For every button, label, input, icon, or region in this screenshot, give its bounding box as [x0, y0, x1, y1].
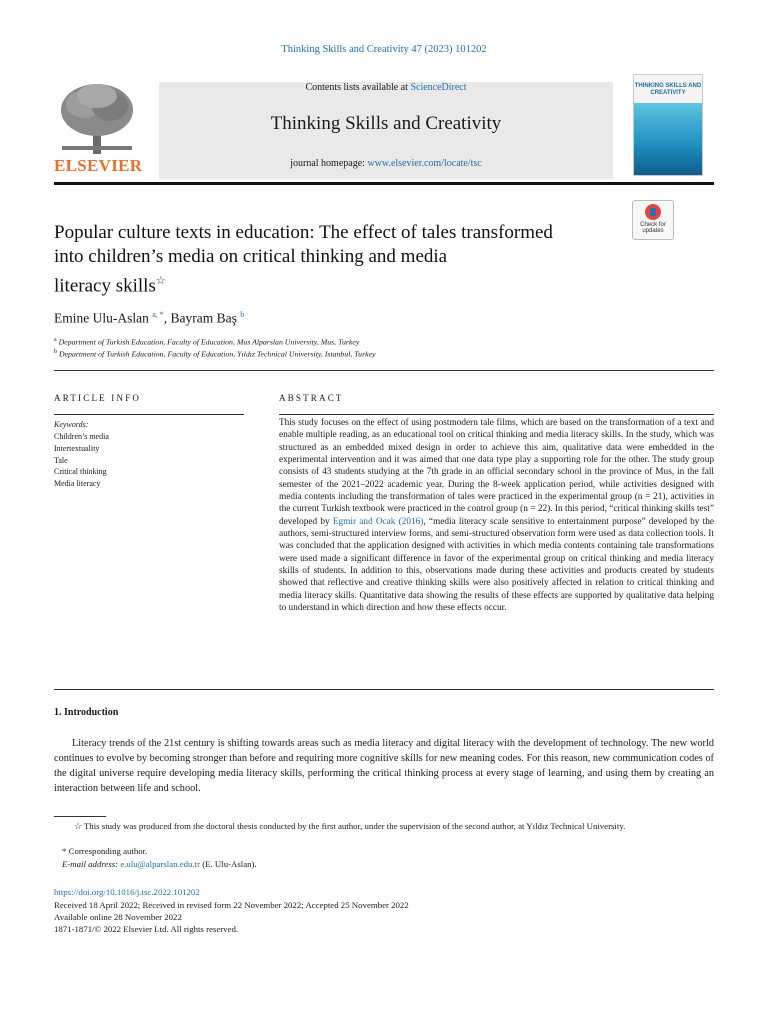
- crossmark-icon: [645, 204, 661, 220]
- keyword-item: Tale: [54, 456, 68, 465]
- doi-link[interactable]: https://doi.org/10.1016/j.tsc.2022.101202: [54, 887, 200, 897]
- affiliation-b-text: Department of Turkish Education, Faculty of Education, Yıldız Technical University, Istanbul, Turkey: [58, 349, 376, 359]
- article-info-heading: ARTICLE INFO: [54, 393, 142, 403]
- copyright: 1871-1871/© 2022 Elsevier Ltd. All rights reserved.: [54, 924, 239, 934]
- homepage-prefix: journal homepage:: [290, 158, 368, 169]
- author-1-affil-mark[interactable]: a, *: [152, 310, 164, 319]
- contents-line: [159, 82, 613, 93]
- title-line-3: literacy skills: [54, 275, 156, 297]
- title-footnote-mark[interactable]: ☆: [155, 275, 166, 287]
- email-suffix: (E. Ulu-Aslan).: [200, 859, 257, 869]
- footnote-rule: [54, 816, 106, 817]
- email-label: E-mail address:: [62, 859, 121, 869]
- header-divider: [54, 182, 714, 185]
- abstract-rule: [279, 414, 714, 415]
- introduction-heading: 1. Introduction: [54, 707, 119, 718]
- email-link[interactable]: e.ulu@alparslan.edu.tr: [120, 859, 200, 869]
- journal-reference[interactable]: Thinking Skills and Creativity 47 (2023) 101202: [281, 44, 487, 55]
- author-list: [54, 310, 244, 327]
- cover-title: THINKING SKILLS AND CREATIVITY: [634, 83, 702, 96]
- affiliation-a-text: Department of Turkish Education, Faculty of Education, Mus Alparslan University, Mus, Turkey: [58, 337, 360, 347]
- introduction-paragraph: Literacy trends of the 21st century is shifting towards areas such as media literacy and digital literacy with the development of technology. The new world continues to evolve by becoming stronger than before and requiring more cognitive skills for new meaning codes. For this reason, new communication codes of the digital universe require developing media literacy skills, performing the critical thinking process at every stage of learning, and using them by creating an interaction between life and school.: [54, 738, 714, 794]
- sciencedirect-link[interactable]: ScienceDirect: [410, 82, 467, 93]
- article-title: [54, 221, 624, 298]
- available-online: Available online 28 November 2022: [54, 912, 182, 922]
- journal-homepage-line: [159, 158, 613, 169]
- check-for-updates-button[interactable]: [632, 200, 674, 240]
- keywords-label: Keywords:: [54, 420, 89, 429]
- contents-prefix: Contents lists available at: [305, 82, 411, 93]
- received-dates: Received 18 April 2022; Received in revised form 22 November 2022; Accepted 25 November 2022: [54, 900, 409, 910]
- author-1[interactable]: Emine Ulu-Aslan: [54, 310, 149, 326]
- abstract-heading: ABSTRACT: [279, 393, 344, 403]
- author-separator: ,: [163, 310, 171, 326]
- abstract-end-divider: [54, 689, 714, 690]
- abstract-part-2: , “media literacy scale sensitive to entertainment purpose” developed by the authors, semi-structured interview forms, and semi-structured observation form were used as data collection tools. It was concluded that the application designed with activities in which media contents containing tale transformations were used made a significant difference in favor of the experimental group on critical thinking and media literacy skills of students. In addition to this, observations made during these activities and products created by students showed that reflective and creative thinking skills were also positively affected in relation to critical thinking and media literacy skills. Quantitative data showing the results of these effects are supported by qualitative data helping to understand in which direction and how these effects occur.: [279, 516, 714, 614]
- author-2[interactable]: Bayram Baş: [170, 310, 237, 326]
- keyword-item: Intertextuality: [54, 444, 100, 453]
- keyword-item: Children’s media: [54, 432, 109, 441]
- footnote-thesis: ☆ This study was produced from the doctoral thesis conducted by the first author, under the supervision of the second author, at Yıldız Technical University.: [74, 821, 626, 831]
- check-updates-label: Check for updates: [640, 222, 666, 234]
- affiliation-a: $^a$ Department of Turkish Education, Faculty of Education, Mus Alparslan University, Mus, Turkey: [54, 337, 360, 347]
- abstract-part-1: This study focuses on the effect of using postmodern tale films, which are based on the transformation of a text and enable multiple reading, as an educational tool on critical thinking and media literacy skills. In the study, which was structured as an embedded mixed design in order to achieve this aim, qualitative data were embedded in the experimental intervention and it was aimed that one data type play a supporting role for the other. The study group consists of 43 students studying at the 7th grade in an official secondary school in the province of Mus, in the fall semester of the 2021–2022 academic year. During the 8-week application period, while activities designed with media contents including the transformation of tales were practiced in the experimental group (n = 21), activities in the current Turkish textbook were practiced in the control group (n = 22). In this period, “critical thinking skills test” developed by: [279, 418, 714, 527]
- journal-cover-image[interactable]: [633, 74, 703, 176]
- elsevier-wordmark: ELSEVIER: [54, 156, 143, 175]
- footnote-corresponding: * Corresponding author.: [62, 846, 148, 856]
- title-line-1: Popular culture texts in education: The effect of tales transformed: [54, 222, 553, 243]
- article-info-rule: [54, 414, 244, 415]
- journal-title: Thinking Skills and Creativity: [270, 113, 502, 134]
- title-line-2: into children’s media on critical thinking and media: [54, 246, 448, 267]
- citation-link[interactable]: Egmir and Ocak (2016): [332, 516, 424, 527]
- journal-homepage-link[interactable]: www.elsevier.com/locate/tsc: [367, 158, 482, 169]
- abstract-text: [279, 417, 714, 615]
- affiliation-b: $^b$ Department of Turkish Education, Faculty of Education, Yıldız Technical University, Istanbul, Turkey: [54, 349, 376, 359]
- section-divider: [54, 370, 714, 371]
- author-2-affil-mark[interactable]: b: [240, 310, 245, 319]
- keyword-item: Media literacy: [54, 479, 101, 488]
- keyword-item: Critical thinking: [54, 467, 107, 476]
- footnote-email: [62, 859, 257, 869]
